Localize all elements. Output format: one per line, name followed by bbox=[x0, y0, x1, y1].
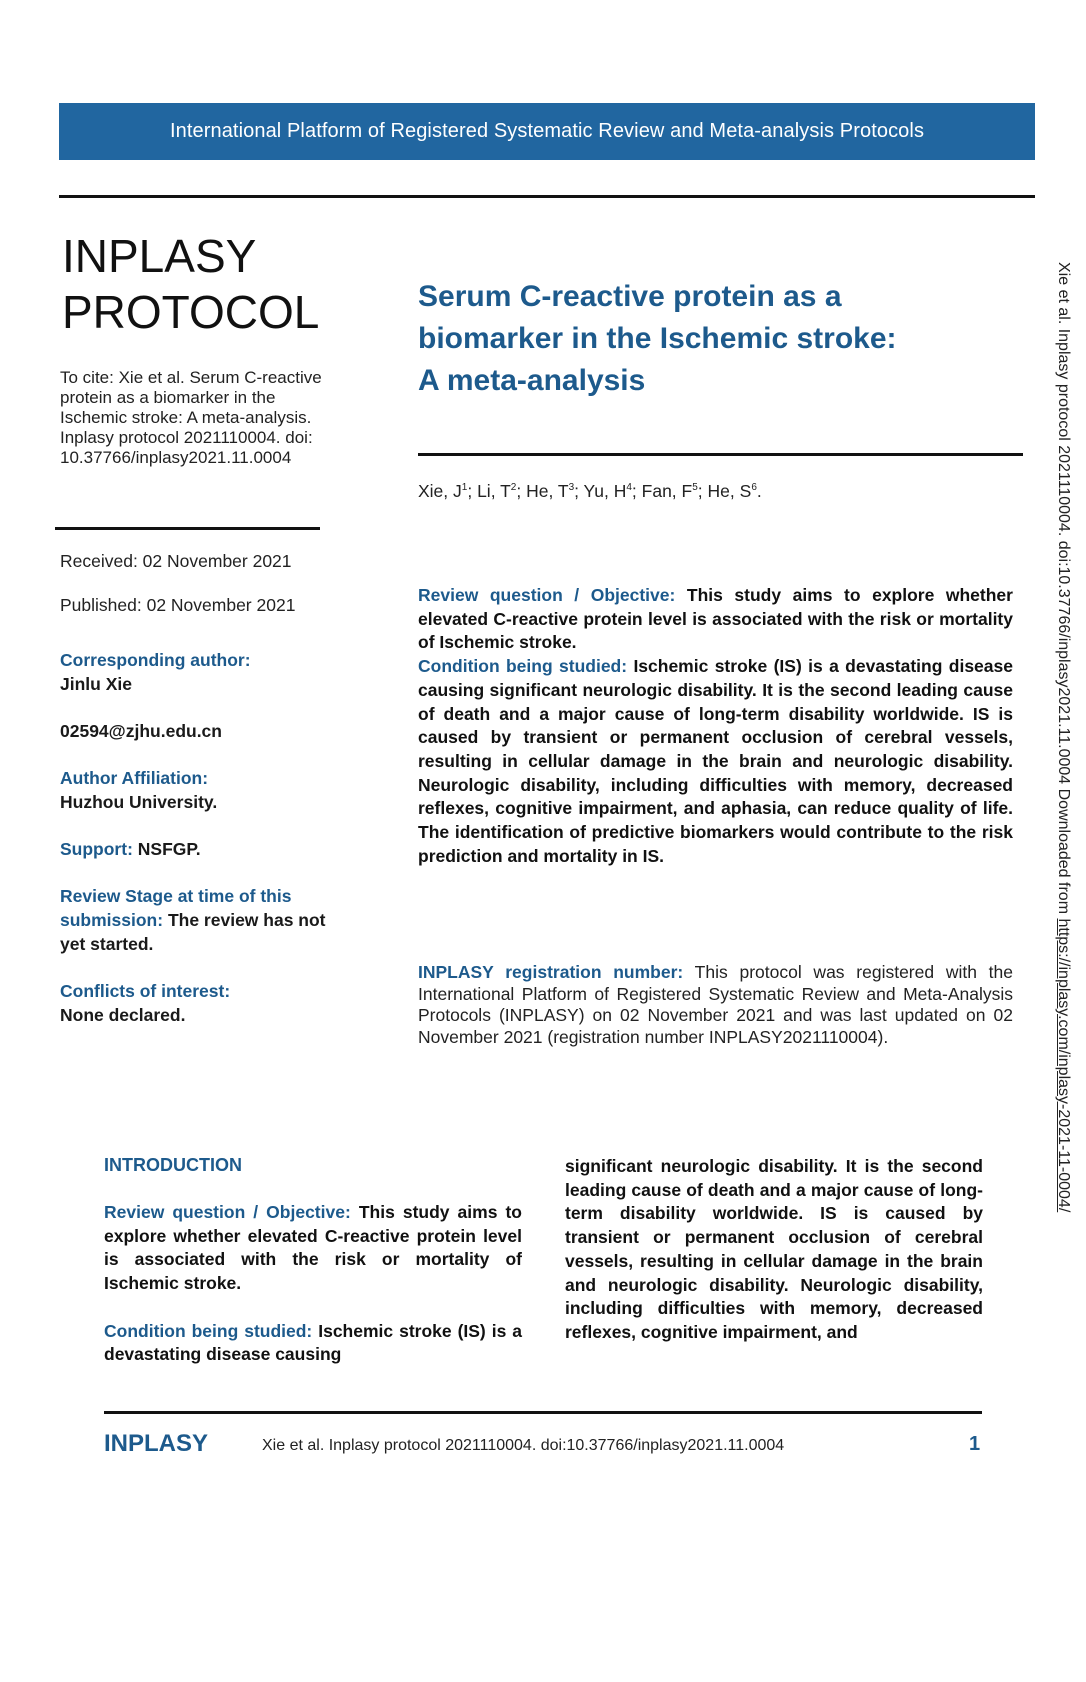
abstract-condition-label: Condition being studied: bbox=[418, 656, 628, 677]
brand-line-2: PROTOCOL bbox=[62, 286, 320, 338]
citation-block: To cite: Xie et al. Serum C-reactive protein as a biomarker in the Ischemic stroke: A meta-analysis. Inplasy protocol 2021110004. doi: 10.37766/inplasy2021.11.0004 bbox=[60, 368, 322, 467]
stage-label: Review Stage at time of this submission: bbox=[60, 886, 292, 930]
footer-brand: INPLASY bbox=[104, 1430, 209, 1457]
abstract-condition-text: Ischemic stroke (IS) is a devastating disease causing significant neurologic disability. It is the second leading cause of death and a major cause of long-term disability worldwide. IS is caused by transient or permanent occlusion of cerebral vessels, resulting in cellular damage in the brain and neurologic disability. Neurologic disability, including difficulties with memory, decreased reflexes, cognitive impairment, and aphasia, can reduce quality of life. The identification of predictive biomarkers would contribute to the risk prediction and mortality in IS. bbox=[418, 656, 1013, 866]
corresponding-author bbox=[60, 648, 345, 743]
conflicts-of-interest bbox=[60, 979, 345, 1027]
stage-value: The review has not yet started. bbox=[60, 910, 326, 954]
abstract-objective-text: This study aims to explore whether elevated C-reactive protein level is associated with the risk or mortality of Ischemic stroke. bbox=[418, 585, 1013, 653]
received-date: Received: 02 November 2021 bbox=[60, 551, 292, 571]
download-link[interactable]: https://inplasy.com/inplasy-2021-11-0004/ bbox=[1055, 918, 1072, 1213]
header-banner bbox=[59, 103, 1035, 160]
corresponding-name: Jinlu Xie bbox=[60, 674, 132, 694]
support-label: Support: bbox=[60, 839, 133, 859]
registration-text: This protocol was registered with the International Platform of Registered Systematic Review and Meta-Analysis Protocols (INPLASY) on 02 November 2021 and was last updated on 02 November 2021 (registration number INPLASY2021110004). bbox=[418, 962, 1013, 1047]
intro-right-column bbox=[565, 1155, 983, 1345]
intro-objective-text: This study aims to explore whether elevated C-reactive protein level is associated with the risk or mortality of Ischemic stroke. bbox=[104, 1202, 522, 1294]
page-number: 1 bbox=[969, 1433, 981, 1455]
footer-rule bbox=[104, 1411, 982, 1414]
article-title bbox=[418, 276, 998, 402]
intro-condition-label: Condition being studied: bbox=[104, 1320, 313, 1341]
registration-label: INPLASY registration number: bbox=[418, 962, 684, 982]
author-list bbox=[418, 481, 762, 502]
abstract-objective bbox=[418, 584, 1013, 655]
conflicts-value: None declared. bbox=[60, 1005, 186, 1025]
author: Yu, $H^4$; bbox=[583, 481, 642, 501]
review-stage bbox=[60, 884, 335, 956]
author-affiliation bbox=[60, 766, 345, 814]
title-line-2: biomarker in the Ischemic stroke: bbox=[418, 322, 897, 355]
support bbox=[60, 837, 201, 861]
protocol-brand bbox=[62, 228, 319, 340]
abstract-condition bbox=[418, 655, 1013, 868]
intro-left-column bbox=[104, 1201, 522, 1367]
abstract-objective-label: Review question / Objective: bbox=[418, 585, 676, 605]
left-rule bbox=[55, 527, 320, 530]
title-rule bbox=[418, 453, 1023, 456]
footer-citation: Xie et al. Inplasy protocol 2021110004. doi:10.37766/inplasy2021.11.0004 bbox=[262, 1437, 785, 1454]
intro-objective-label: Review question / Objective: bbox=[104, 1202, 351, 1222]
download-note-text: Xie et al. Inplasy protocol 2021110004. doi:10.37766/inplasy2021.11.0004 Downloaded from bbox=[1055, 262, 1072, 919]
intro-condition-text: Ischemic stroke (IS) is a devastating disease causing bbox=[104, 1320, 522, 1365]
corresponding-email[interactable]: 02594@zjhu.edu.cn bbox=[60, 721, 222, 741]
banner-text: International Platform of Registered Systematic Review and Meta-analysis Protocols bbox=[169, 120, 925, 142]
author: He, $T^3$; bbox=[526, 481, 584, 501]
title-line-1: Serum C-reactive protein as a bbox=[418, 280, 842, 313]
title-line-3: A meta-analysis bbox=[418, 364, 646, 397]
brand-line-1: INPLASY bbox=[62, 230, 257, 282]
download-note bbox=[1050, 262, 1076, 1682]
affiliation-label: Author Affiliation: bbox=[60, 768, 209, 788]
support-value: NSFGP. bbox=[137, 839, 201, 859]
abstract bbox=[418, 584, 1013, 868]
author: Xie, $J^1$; bbox=[418, 481, 478, 501]
introduction-heading: INTRODUCTION bbox=[104, 1155, 242, 1175]
affiliation-value: Huzhou University. bbox=[60, 792, 218, 812]
published-date: Published: 02 November 2021 bbox=[60, 595, 296, 615]
top-rule bbox=[59, 195, 1035, 198]
registration bbox=[418, 962, 1013, 1048]
intro-objective bbox=[104, 1201, 522, 1296]
author: Li, $T^2$; bbox=[477, 481, 527, 501]
corresponding-label: Corresponding author: bbox=[60, 650, 251, 670]
author: Fan, $F^5$; bbox=[641, 481, 708, 501]
conflicts-label: Conflicts of interest: bbox=[60, 981, 231, 1001]
intro-condition bbox=[104, 1320, 522, 1367]
intro-right-text: significant neurologic disability. It is the second leading cause of death and a major cause of long-term disability worldwide. IS is caused by transient or permanent occlusion of cerebral vessels, resulting in cellular damage in the brain and neurologic disability. Neurologic disability, including difficulties with memory, decreased reflexes, cognitive impairment, and bbox=[565, 1156, 983, 1342]
author: He, $S^6$. bbox=[707, 481, 762, 501]
